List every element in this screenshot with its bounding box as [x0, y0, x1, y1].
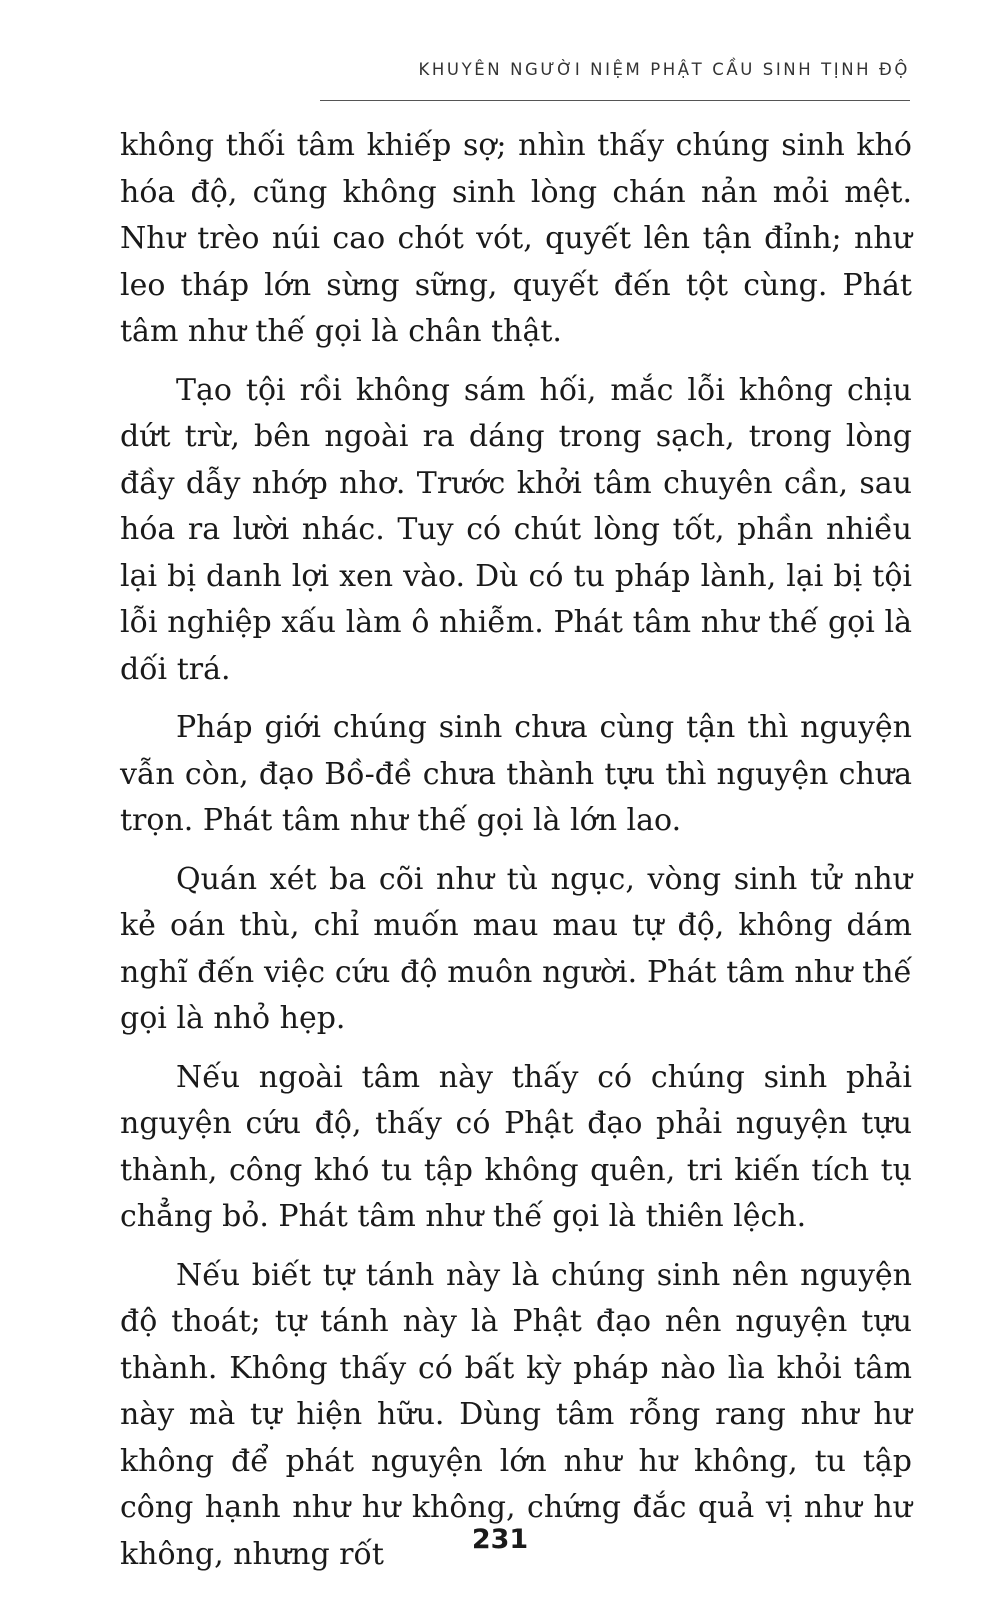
paragraph: Tạo tội rồi không sám hối, mắc lỗi không chịu dứt trừ, bên ngoài ra dáng trong sạch, trong lòng đầy dẫy nhớp nhơ. Trước khởi tâm chuyên cần, sau hóa ra lười nhác. Tuy có chút lòng tốt, phần nhiều lại bị danh lợi xen vào. Dù có tu pháp lành, lại bị tội lỗi nghiệp xấu làm ô nhiễm. Phát tâm như thế gọi là dối trá. [120, 372, 912, 687]
page-body [120, 123, 912, 1590]
paragraph: Nếu ngoài tâm này thấy có chúng sinh phải nguyện cứu độ, thấy có Phật đạo phải nguyện tựu thành, công khó tu tập không quên, tri kiến tích tụ chẳng bỏ. Phát tâm như thế gọi là thiên lệch. [120, 1059, 912, 1234]
header-divider [320, 100, 910, 101]
paragraph: Pháp giới chúng sinh chưa cùng tận thì nguyện vẫn còn, đạo Bồ-đề chưa thành tựu thì nguyện chưa trọn. Phát tâm như thế gọi là lớn lao. [120, 710, 912, 838]
running-header: KHUYÊN NGƯỜI NIỆM PHẬT CẦU SINH TỊNH ĐỘ [418, 60, 910, 79]
paragraph: Quán xét ba cõi như tù ngục, vòng sinh tử như kẻ oán thù, chỉ muốn mau mau tự độ, không dám nghĩ đến việc cứu độ muôn người. Phát tâm như thế gọi là nhỏ hẹp. [120, 861, 912, 1036]
paragraph-continued: không thối tâm khiếp sợ; nhìn thấy chúng sinh khó hóa độ, cũng không sinh lòng chán nản mỏi mệt. Như trèo núi cao chót vót, quyết lên tận đỉnh; như leo tháp lớn sừng sững, quyết đến tột cùng. Phát tâm như thế gọi là chân thật. [120, 128, 912, 349]
paragraph: Nếu biết tự tánh này là chúng sinh nên nguyện độ thoát; tự tánh này là Phật đạo nên nguyện tựu thành. Không thấy có bất kỳ pháp nào lìa khỏi tâm này mà tự hiện hữu. Dùng tâm rỗng rang như hư không để phát nguyện lớn như hư không, tu tập công hạnh như hư không, chứng đắc quả vị như hư không, nhưng rốt [120, 1257, 912, 1572]
page-number: 231 [471, 1524, 529, 1555]
